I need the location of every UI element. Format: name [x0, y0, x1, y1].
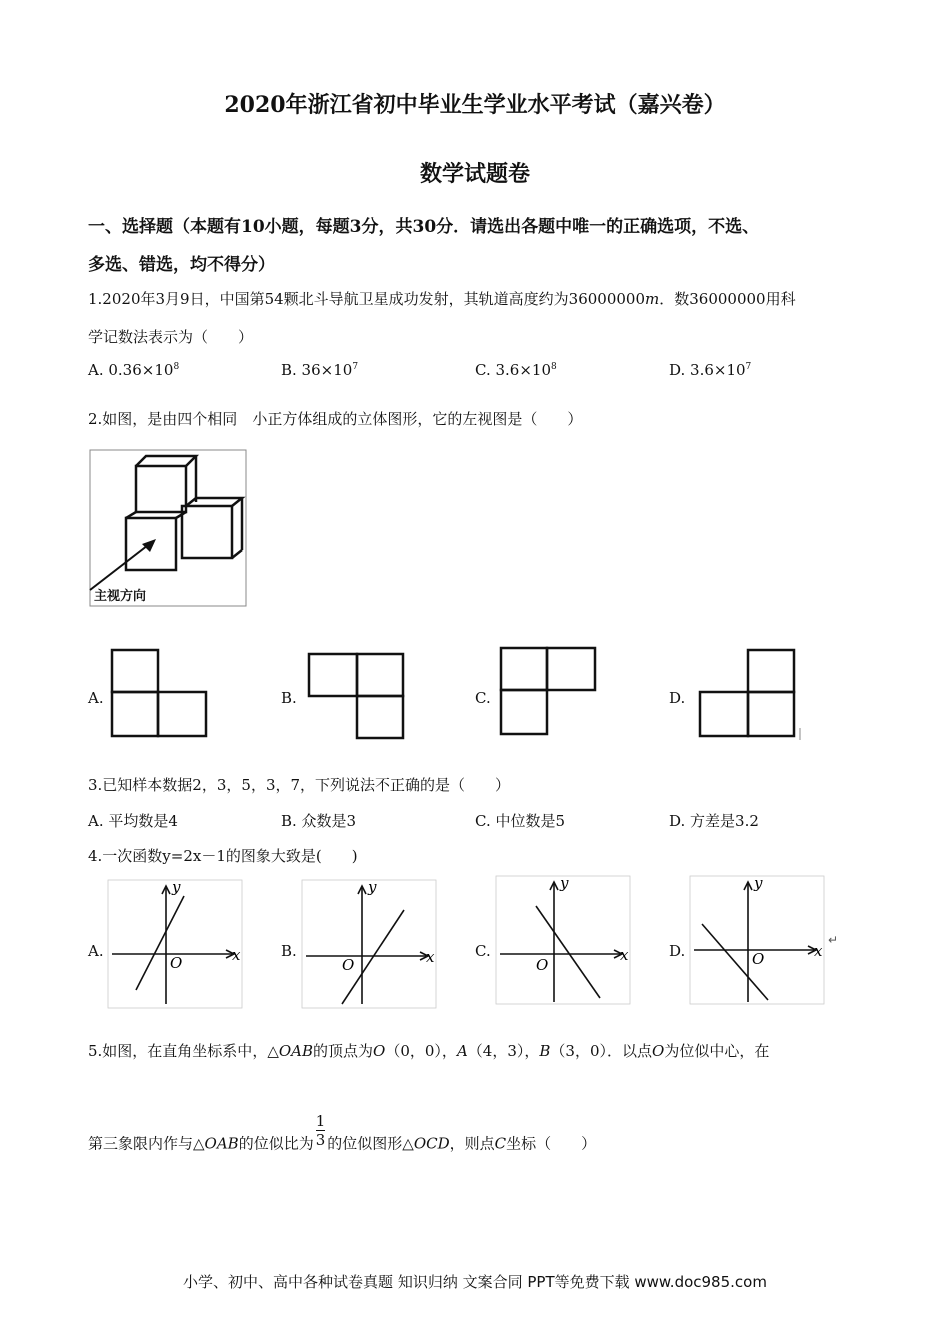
q1-unit: m [645, 290, 660, 308]
arrow-head [142, 539, 156, 552]
axis-x-label: x [426, 948, 435, 966]
q3-option-c[interactable]: C. 中位数是5 [475, 812, 566, 830]
q1-option-d-label: D. 3.6×10 [669, 361, 746, 379]
q1-line1 [88, 288, 878, 309]
q5-oab: OAB [278, 1042, 314, 1060]
q5-t1: 5.如图，在直角坐标系中，△ [88, 1042, 279, 1060]
q5-t7: 第三象限内作与△ [88, 1134, 205, 1153]
q5-o: O [373, 1042, 386, 1060]
q5-c: C [494, 1134, 507, 1153]
q5-frac-num: 1 [315, 1112, 326, 1130]
section-heading-line2: 多选、错选，均不得分） [88, 255, 275, 275]
q1-option-b[interactable] [281, 361, 358, 379]
q2-cube-figure [90, 450, 246, 610]
origin-label: O [170, 954, 183, 972]
q4-option-c-graph[interactable] [496, 876, 636, 1006]
q2-option-d-figure[interactable] [698, 648, 802, 740]
q2-option-a-label[interactable]: A. [88, 689, 104, 707]
axis-y-label: y [368, 878, 377, 896]
q5-b: B [539, 1042, 551, 1060]
q5-ocd: OCD [413, 1134, 450, 1153]
q5-t6: 为位似中心，在 [664, 1042, 770, 1060]
q2-option-b-figure[interactable] [307, 652, 407, 742]
q4-text: 4.一次函数y=2x－1的图象大致是( ) [88, 847, 358, 865]
q1-option-a-label: A. 0.36×10 [88, 361, 174, 379]
q5-line1 [88, 1040, 878, 1061]
q5-t2: 的顶点为 [313, 1042, 374, 1060]
axis-x-label: x [620, 946, 629, 964]
q5-o2: O [652, 1042, 665, 1060]
exam-subtitle: 数学试题卷 [419, 161, 530, 187]
figure-border [90, 450, 246, 606]
q1-option-c-label: C. 3.6×10 [475, 361, 551, 379]
q4-option-a-label[interactable]: A. [88, 942, 104, 960]
q5-t11: 坐标（ ） [506, 1134, 597, 1153]
axis-y-label: y [754, 874, 763, 892]
q2-option-c-label[interactable]: C. [475, 689, 491, 707]
q2-option-c-figure[interactable] [499, 646, 599, 738]
q1-option-a-exp: 8 [173, 362, 180, 372]
q5-t9: 的位似图形△ [327, 1134, 414, 1153]
section-heading-line1: 一、选择题（本题有10小题，每题3分，共30分．请选出各题中唯一的正确选项，不选、 [88, 217, 760, 237]
origin-label: O [342, 956, 355, 974]
q5-a: A [456, 1042, 468, 1060]
q3-text: 3.已知样本数据2，3，5，3，7，下列说法不正确的是（ ） [88, 776, 511, 794]
q3-option-d[interactable]: D. 方差是3.2 [669, 812, 759, 830]
q5-t5: （3，0）．以点 [550, 1042, 652, 1060]
q5-t4: （4，3）， [467, 1042, 540, 1060]
q2-option-d-label[interactable]: D. [669, 689, 686, 707]
q1-option-c[interactable] [475, 361, 557, 379]
q4-option-d-graph[interactable] [690, 876, 840, 1006]
cube-lines [90, 456, 242, 590]
q5-t8: 的位似比为 [238, 1134, 314, 1153]
figure-caption: 主视方向 [94, 589, 147, 604]
q5-line2 [88, 1112, 878, 1163]
q1-text-b: ．数36000000用科 [659, 290, 796, 308]
origin-label: O [536, 956, 549, 974]
q4-option-c-label[interactable]: C. [475, 942, 491, 960]
q5-frac-den: 3 [315, 1131, 326, 1149]
q3-option-a[interactable]: A. 平均数是4 [88, 812, 178, 830]
axis-x-label: x [232, 946, 241, 964]
q1-line2: 学记数法表示为（ ） [88, 328, 254, 346]
q5-oab2: OAB [204, 1134, 239, 1153]
q1-option-c-exp: 8 [551, 362, 557, 372]
exam-title: 2020年浙江省初中毕业生学业水平考试（嘉兴卷） [224, 92, 726, 118]
q4-option-b-graph[interactable] [302, 880, 442, 1010]
q2-option-a-figure[interactable] [110, 648, 210, 740]
q1-text-a: 1.2020年3月9日，中国第54颗北斗导航卫星成功发射，其轨道高度约为36000000 [88, 290, 646, 308]
q4-option-a-graph[interactable] [108, 880, 248, 1010]
axis-x-label: x [814, 942, 823, 960]
q3-option-b[interactable]: B. 众数是3 [281, 812, 357, 830]
q5-t10: ，则点 [449, 1134, 495, 1153]
q1-option-d-exp: 7 [745, 362, 752, 372]
q5-t3: （0，0）， [385, 1042, 457, 1060]
q2-text: 2.如图，是由四个相同 小正方体组成的立体图形，它的左视图是（ ） [88, 410, 583, 428]
return-mark: ↵ [828, 933, 839, 947]
q1-option-b-label: B. 36×10 [281, 361, 353, 379]
q2-option-b-label[interactable]: B. [281, 689, 297, 707]
axis-y-label: y [560, 874, 569, 892]
q1-option-b-exp: 7 [352, 362, 359, 372]
axis-y-label: y [172, 878, 181, 896]
page-footer: 小学、初中、高中各种试卷真题 知识归纳 文案合同 PPT等免费下载 www.doc985.com [183, 1273, 767, 1291]
q5-fraction [316, 1112, 326, 1149]
q1-option-d[interactable] [669, 361, 751, 379]
q1-option-a[interactable] [88, 361, 179, 379]
q4-option-d-label[interactable]: D. [669, 942, 686, 960]
q4-option-b-label[interactable]: B. [281, 942, 297, 960]
origin-label: O [752, 950, 765, 968]
